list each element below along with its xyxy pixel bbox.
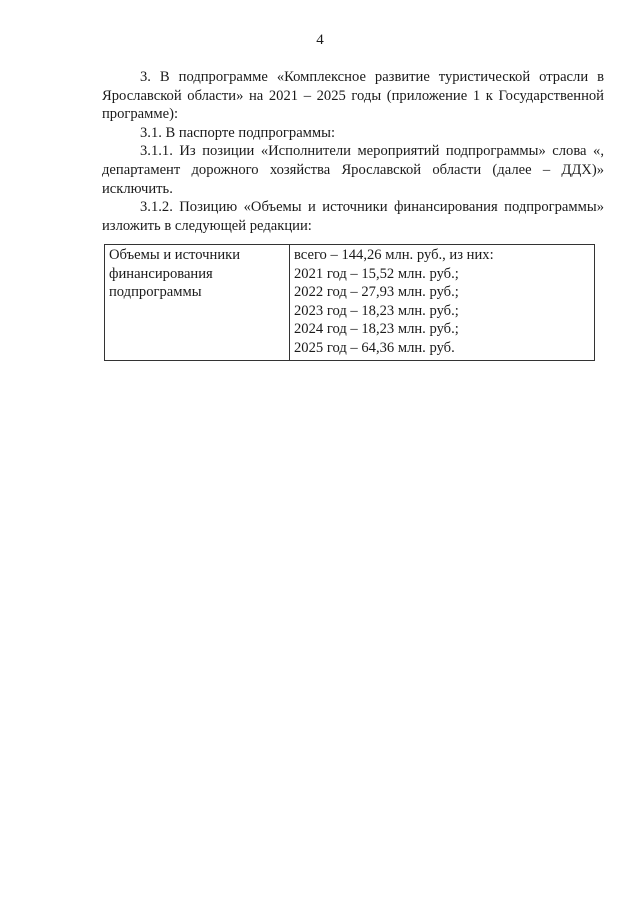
paragraph-3: 3. В подпрограмме «Комплексное развитие туристической отрасли в Ярославской области» на 2021 – 2025 годы (приложение 1 к Государственной программе):: [102, 69, 604, 123]
paragraph-3-1-1: 3.1.1. Из позиции «Исполнители мероприятий подпрограммы» слова «, департамент дорожного хозяйства Ярославской области (далее – ДДХ)» исключить.: [102, 143, 604, 197]
paragraph-3-1: 3.1. В паспорте подпрограммы:: [140, 124, 336, 141]
paragraph-3-1-2: 3.1.2. Позицию «Объемы и источники финансирования подпрограммы» изложить в следующей редакции:: [102, 199, 604, 234]
financing-table: [104, 244, 595, 361]
table-value-cell: [290, 245, 595, 361]
table-row: [105, 245, 595, 361]
total-line: всего – 144,26 млн. руб., из них:: [294, 247, 494, 263]
label-line: подпрограммы: [109, 284, 202, 301]
year-line: 2021 год – 15,52 млн. руб.;: [294, 265, 459, 282]
year-line: 2024 год – 18,23 млн. руб.;: [294, 321, 459, 338]
page-number: 4: [316, 32, 324, 48]
document-body: [102, 68, 604, 235]
year-line: 2022 год – 27,93 млн. руб.;: [294, 284, 459, 301]
year-line: 2023 год – 18,23 млн. руб.;: [294, 302, 459, 319]
table-label-cell: [105, 245, 290, 361]
label-line: Объемы и источники: [109, 247, 241, 263]
year-line: 2025 год – 64,36 млн. руб.: [294, 339, 455, 356]
label-line: финансирования: [109, 265, 213, 282]
